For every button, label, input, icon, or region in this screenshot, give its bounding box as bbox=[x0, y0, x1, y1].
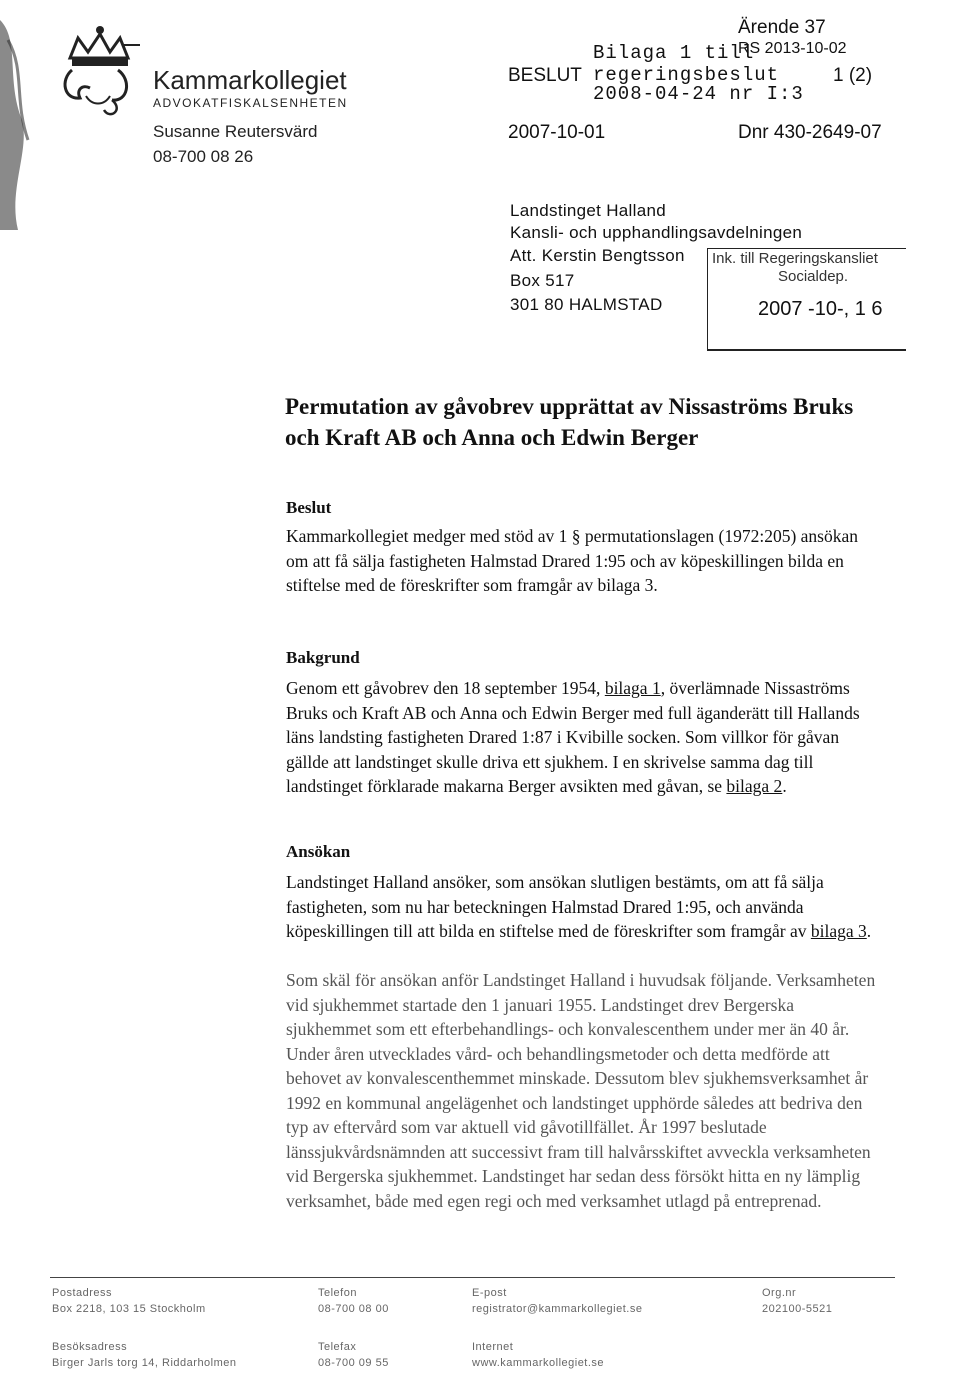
stamp-line2: Socialdep. bbox=[778, 268, 849, 285]
section-ansokan-heading: Ansökan bbox=[286, 842, 351, 861]
bilaga-2-link[interactable]: bilaga 2 bbox=[726, 776, 783, 796]
recipient-line1: Landstinget Halland bbox=[510, 201, 666, 220]
section-bakgrund-heading: Bakgrund bbox=[286, 648, 360, 667]
regeringsbeslut-date: 2008-04-24 nr I:3 bbox=[593, 83, 804, 105]
recipient-line2: Kansli- och upphandlingsavdelningen bbox=[510, 223, 803, 242]
footer-epost-label: E-post bbox=[472, 1287, 507, 1299]
sender-name: Susanne Reutersvärd bbox=[153, 122, 318, 141]
document-title-line2: och Kraft AB och Anna och Edwin Berger bbox=[285, 425, 699, 450]
crest-logo bbox=[0, 0, 150, 230]
footer-postadress-label: Postadress bbox=[52, 1287, 113, 1299]
footer-orgnr-label: Org.nr bbox=[762, 1287, 797, 1299]
arende-label: Ärende 37 bbox=[738, 17, 826, 38]
rs-date: RS 2013-10-02 bbox=[738, 40, 847, 57]
footer-besoksadress: Birger Jarls torg 14, Riddarholmen bbox=[52, 1357, 237, 1369]
footer-orgnr: 202100-5521 bbox=[762, 1303, 833, 1315]
footer-epost[interactable]: registrator@kammarkollegiet.se bbox=[472, 1303, 643, 1315]
recipient-line4: Box 517 bbox=[510, 271, 575, 290]
rule-top-left bbox=[122, 44, 140, 46]
org-unit: ADVOKATFISKALSENHETEN bbox=[153, 96, 348, 110]
org-name: Kammarkollegiet bbox=[153, 65, 347, 95]
document-title-line1: Permutation av gåvobrev upprättat av Nissaströms Bruks bbox=[285, 394, 854, 419]
sender-phone: 08-700 08 26 bbox=[153, 147, 254, 166]
beslut-label: BESLUT bbox=[508, 65, 582, 86]
bilaga-line: Bilaga 1 till bbox=[593, 42, 755, 64]
page-number: 1 (2) bbox=[833, 65, 873, 86]
recipient-line3: Att. Kerstin Bengtsson bbox=[510, 246, 685, 265]
footer-telefax-label: Telefax bbox=[318, 1341, 357, 1353]
ansokan-paragraph-2: Som skäl för ansökan anför Landstinget Halland i huvudsak följande. Verksamheten vid sjukhemmet startade den 1 januari 1955. Landstinget drev Bergerska sjukhemmet som ett efterbehandlings- och konvalescenthem under mer än 40 år. Under åren utvecklades vård- och behandlingsmetoder och detta medförde att behovet av konvalescenthemmet minskade. Dessutom blev sjukhemsverksamhet år 1992 en kommunal angelägenhet och landstinget upphörde således att bedriva den typ av eftervård som var aktuell vid gåvotillfället. År 1997 beslutade länssjukvårdsnämnden att successivt fram till halvårsskiftet avveckla verksamheten vid Bergerska sjukhemmet. Landstinget har sedan dess försökt hitta en ny lämplig verksamhet, både med egen regi och med verksamhet utlagd på entreprenad. bbox=[286, 970, 876, 1211]
footer-telefon-label: Telefon bbox=[318, 1287, 357, 1299]
footer-internet-label: Internet bbox=[472, 1341, 514, 1353]
section-bakgrund-text: Genom ett gåvobrev den 18 september 1954, bilaga 1, överlämnade Nissaströms Bruks och Kraft AB och Anna och Edwin Berger med full äganderätt till Hallands läns landsting fastigheten Drared 1:87 i Kvibille socken. Som villkor för gåvan gällde att landstinget skulle driva ett sjukhem. I en skrivelse samma dag till landstinget förklarade makarna Berger avsikten med gåvan, se bilaga 2. bbox=[286, 678, 860, 796]
section-beslut-heading: Beslut bbox=[286, 498, 332, 517]
bilaga-3-link[interactable]: bilaga 3 bbox=[810, 921, 867, 941]
stamp-line1: Ink. till Regeringskansliet bbox=[712, 250, 878, 267]
footer-rule bbox=[50, 1277, 895, 1278]
section-beslut-text: Kammarkollegiet medger med stöd av 1 § permutationslagen (1972:205) ansökan om att få sälja fastigheten Halmstad Drared 1:95 och av köpeskillingen bilda en stiftelse med de föreskrifter som framgår av bilaga 3. bbox=[286, 526, 859, 595]
ansokan-paragraph-1: Landstinget Halland ansöker, som ansökan slutligen bestämts, om att få sälja fastigheten, som nu har beteckningen Halmstad Drared 1:95, och använda köpeskillingen till att bilda en stiftelse med de föreskrifter som framgår av bilaga 3. bbox=[286, 872, 872, 941]
footer-postadress: Box 2218, 103 15 Stockholm bbox=[52, 1303, 206, 1315]
footer-internet[interactable]: www.kammarkollegiet.se bbox=[472, 1357, 605, 1369]
dnr: Dnr 430-2649-07 bbox=[738, 122, 882, 143]
footer-besoksadress-label: Besöksadress bbox=[52, 1341, 128, 1353]
document-date: 2007-10-01 bbox=[508, 122, 606, 143]
footer-telefax: 08-700 09 55 bbox=[318, 1357, 389, 1369]
bilaga-1-link[interactable]: bilaga 1 bbox=[604, 678, 661, 698]
footer-telefon: 08-700 08 00 bbox=[318, 1303, 389, 1315]
recipient-line5: 301 80 HALMSTAD bbox=[510, 295, 663, 314]
regeringsbeslut: regeringsbeslut bbox=[593, 64, 780, 86]
stamp-date: 2007 -10-, 1 6 bbox=[758, 298, 883, 320]
